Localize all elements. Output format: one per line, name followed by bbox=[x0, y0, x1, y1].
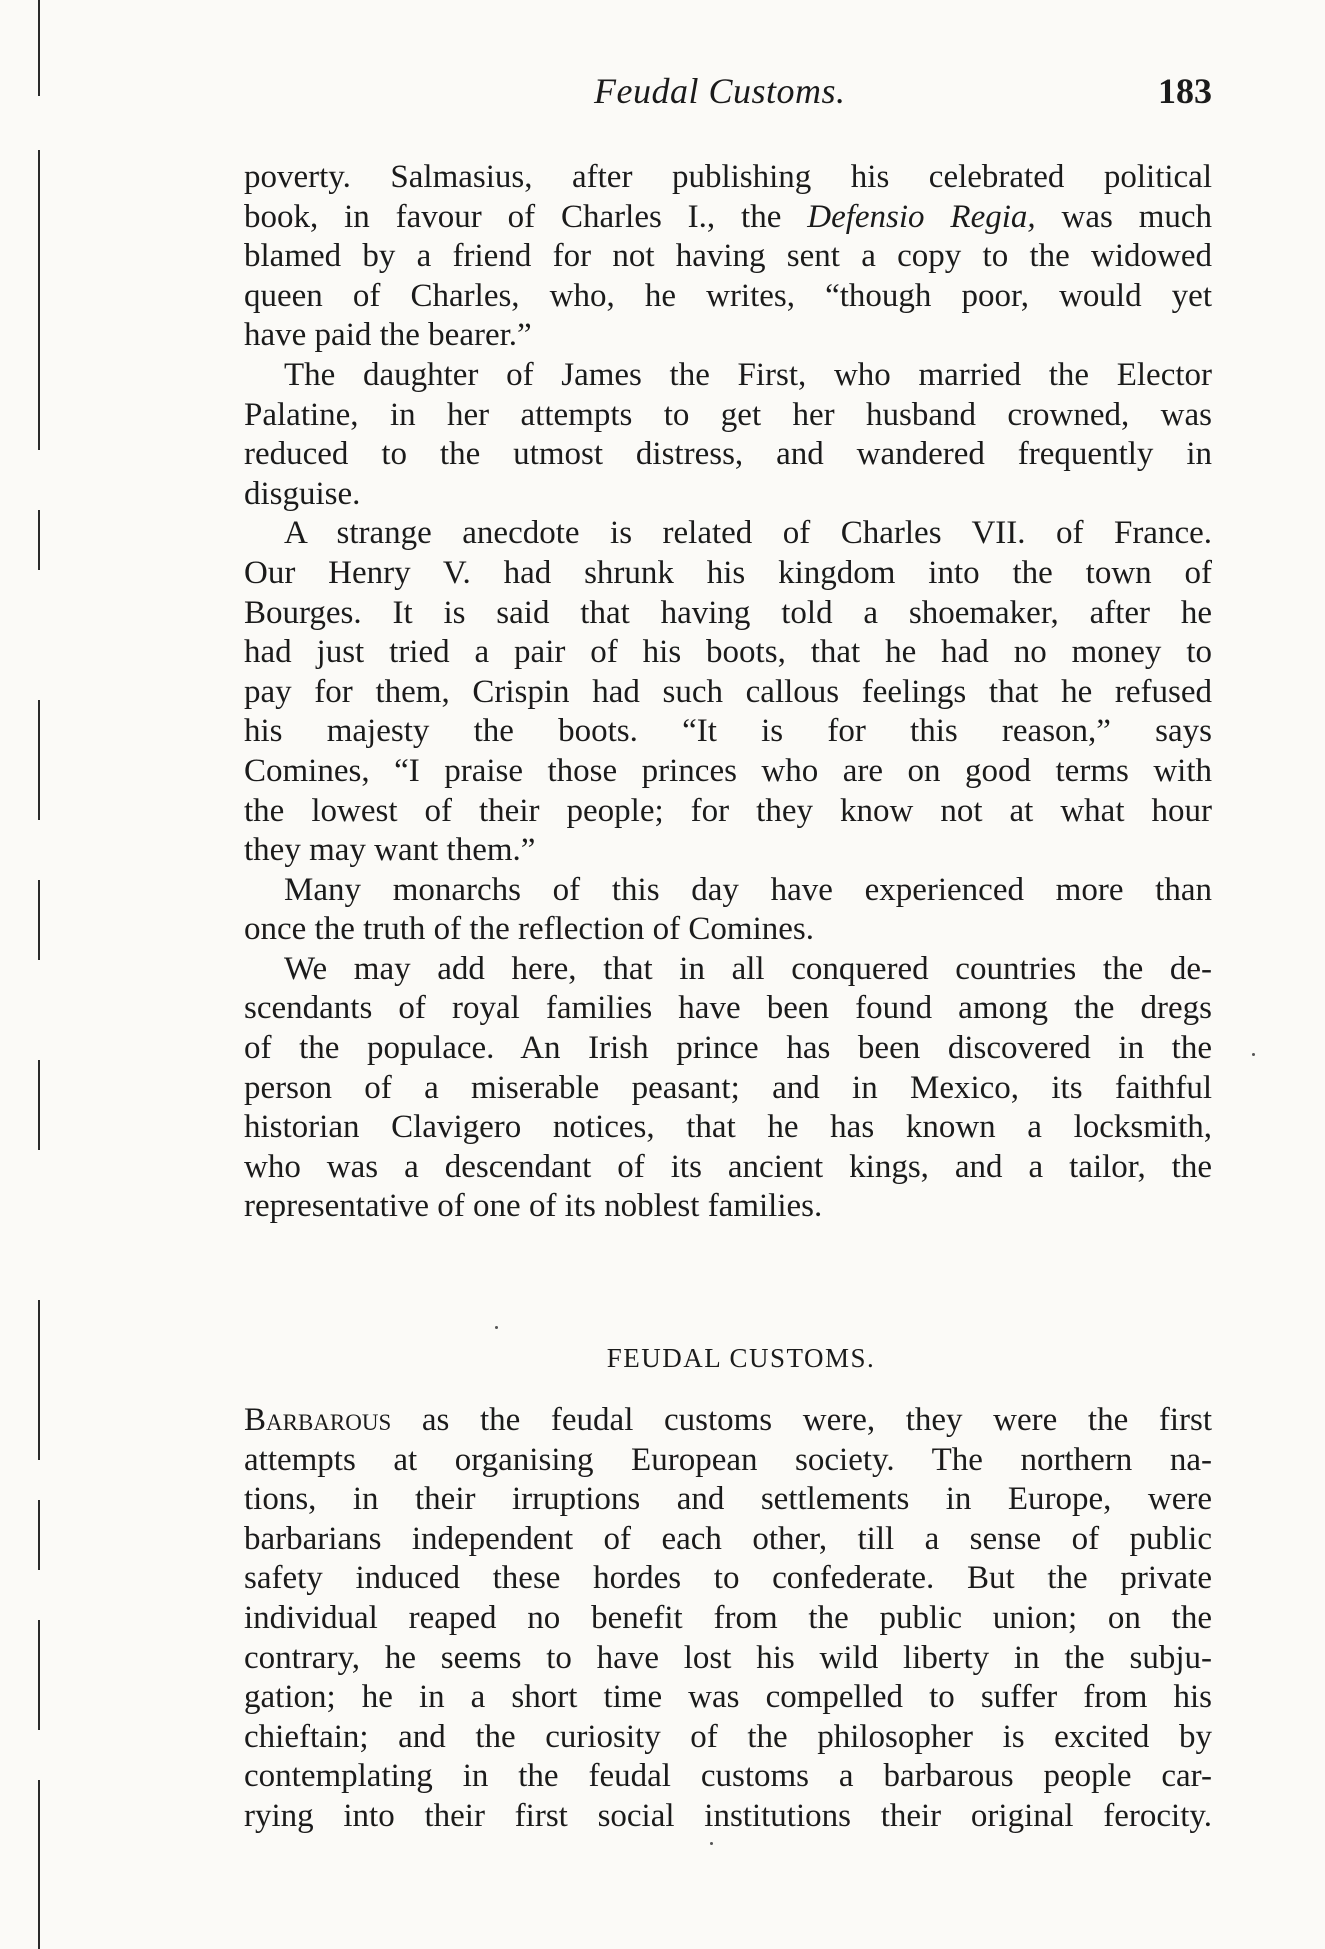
line-text: rying into their first social institutions their original ferocity. bbox=[244, 1797, 1212, 1834]
line-text: Many monarchs of this day have experienced more than bbox=[284, 871, 1212, 908]
text-line bbox=[244, 1757, 1212, 1797]
text-line bbox=[244, 1480, 1212, 1520]
text-line bbox=[244, 1599, 1212, 1639]
line-text: The daughter of James the First, who married the Elector bbox=[284, 356, 1212, 393]
text-line bbox=[244, 950, 1212, 990]
line-text: historian Clavigero notices, that he has known a locksmith, bbox=[244, 1109, 1212, 1146]
text-line bbox=[244, 1559, 1212, 1599]
text-line bbox=[244, 871, 1212, 911]
print-speck bbox=[710, 1842, 713, 1845]
line-text-rest: was much bbox=[1035, 198, 1213, 235]
line-text: contrary, he seems to have lost his wild liberty in the subju- bbox=[244, 1639, 1212, 1676]
text-line bbox=[244, 831, 1212, 871]
print-speck bbox=[1252, 1053, 1255, 1056]
text-line bbox=[244, 1797, 1212, 1837]
text-line bbox=[244, 1069, 1212, 1109]
text-line bbox=[244, 475, 1212, 515]
line-text: representative of one of its noblest families. bbox=[244, 1188, 823, 1225]
text-line bbox=[244, 1639, 1212, 1679]
text-line bbox=[244, 1187, 1212, 1227]
text-line bbox=[244, 237, 1212, 277]
line-text: attempts at organising European society. The northern na- bbox=[244, 1441, 1212, 1478]
text-block-top bbox=[244, 158, 1212, 1227]
line-text: his majesty the boots. “It is for this reason,” says bbox=[244, 713, 1212, 750]
running-header bbox=[244, 70, 1212, 120]
text-line bbox=[244, 514, 1212, 554]
line-text: poverty. Salmasius, after publishing his celebrated political bbox=[244, 159, 1212, 195]
line-text: had just tried a pair of his boots, that he had no money to bbox=[244, 634, 1212, 671]
text-line bbox=[244, 989, 1212, 1029]
running-title: Feudal Customs. bbox=[594, 71, 846, 111]
line-text: of the populace. An Irish prince has been discovered in the bbox=[244, 1030, 1212, 1067]
text-line bbox=[244, 1029, 1212, 1069]
line-text: gation; he in a short time was compelled to suffer from his bbox=[244, 1679, 1212, 1716]
line-text: queen of Charles, who, he writes, “though poor, would yet bbox=[244, 277, 1212, 314]
text-line bbox=[244, 673, 1212, 713]
line-text: safety induced these hordes to confederate. But the private bbox=[244, 1560, 1212, 1597]
text-line bbox=[244, 435, 1212, 475]
line-text: Comines, “I praise those princes who are on good terms with bbox=[244, 752, 1212, 789]
text-line bbox=[244, 910, 1212, 950]
text-line bbox=[244, 712, 1212, 752]
line-text: Bourges. It is said that having told a shoemaker, after he bbox=[244, 594, 1212, 631]
line-text: pay for them, Crispin had such callous feelings that he refused bbox=[244, 673, 1212, 710]
section-heading: FEUDAL CUSTOMS. bbox=[606, 1343, 876, 1374]
line-text: chieftain; and the curiosity of the philosopher is excited by bbox=[244, 1718, 1212, 1755]
line-text: We may add here, that in all conquered countries the de- bbox=[284, 950, 1212, 987]
line-text: Palatine, in her attempts to get her husband crowned, was bbox=[244, 396, 1212, 433]
line-text: who was a descendant of its ancient kings, and a tailor, the bbox=[244, 1148, 1212, 1185]
italic-book-title: Defensio Regia, bbox=[807, 198, 1036, 235]
line-text: reduced to the utmost distress, and wandered frequently in bbox=[244, 436, 1212, 473]
text-line bbox=[244, 633, 1212, 673]
text-line bbox=[244, 1718, 1212, 1758]
line-text: individual reaped no benefit from the public union; on the bbox=[244, 1600, 1212, 1636]
text-line bbox=[244, 554, 1212, 594]
line-text: person of a miserable peasant; and in Mexico, its faithful bbox=[244, 1069, 1212, 1106]
print-speck bbox=[495, 1326, 498, 1329]
text-line bbox=[244, 198, 1212, 238]
line-text: contemplating in the feudal customs a barbarous people car- bbox=[244, 1758, 1212, 1795]
text-line bbox=[244, 158, 1212, 198]
text-line bbox=[244, 1678, 1212, 1718]
text-line bbox=[244, 316, 1212, 356]
line-text: barbarians independent of each other, till a sense of public bbox=[244, 1520, 1212, 1557]
text-line bbox=[244, 277, 1212, 317]
page-number: 183 bbox=[1158, 71, 1212, 111]
text-line bbox=[244, 1441, 1212, 1481]
text-block-bottom bbox=[244, 1401, 1212, 1837]
text-line bbox=[244, 1401, 1212, 1441]
line-text: as the feudal customs were, they were the first bbox=[391, 1402, 1212, 1439]
line-text: disguise. bbox=[244, 475, 361, 512]
text-line bbox=[244, 356, 1212, 396]
section-gap bbox=[244, 1227, 1212, 1333]
line-text: Our Henry V. had shrunk his kingdom into the town of bbox=[244, 554, 1212, 591]
text-line bbox=[244, 396, 1212, 436]
text-line bbox=[244, 1520, 1212, 1560]
small-caps-opening-word: Barbarous bbox=[244, 1402, 392, 1439]
line-text: tions, in their irruptions and settlements in Europe, were bbox=[244, 1481, 1212, 1518]
text-line bbox=[244, 1108, 1212, 1148]
line-text: A strange anecdote is related of Charles VII. of France. bbox=[284, 515, 1212, 552]
text-line bbox=[244, 792, 1212, 832]
text-line bbox=[244, 594, 1212, 634]
line-text: scendants of royal families have been found among the dregs bbox=[244, 990, 1212, 1027]
text-line bbox=[244, 752, 1212, 792]
line-text: they may want them.” bbox=[244, 832, 536, 869]
page-body bbox=[244, 158, 1212, 1837]
line-text: the lowest of their people; for they know not at what hour bbox=[244, 792, 1212, 829]
text-line bbox=[244, 1148, 1212, 1188]
page-spine-edge bbox=[38, 0, 41, 1949]
line-text: have paid the bearer.” bbox=[244, 317, 532, 354]
line-text: book, in favour of Charles I., the bbox=[244, 198, 782, 235]
line-text: once the truth of the reflection of Comines. bbox=[244, 911, 814, 948]
line-text: blamed by a friend for not having sent a copy to the widowed bbox=[244, 238, 1212, 275]
